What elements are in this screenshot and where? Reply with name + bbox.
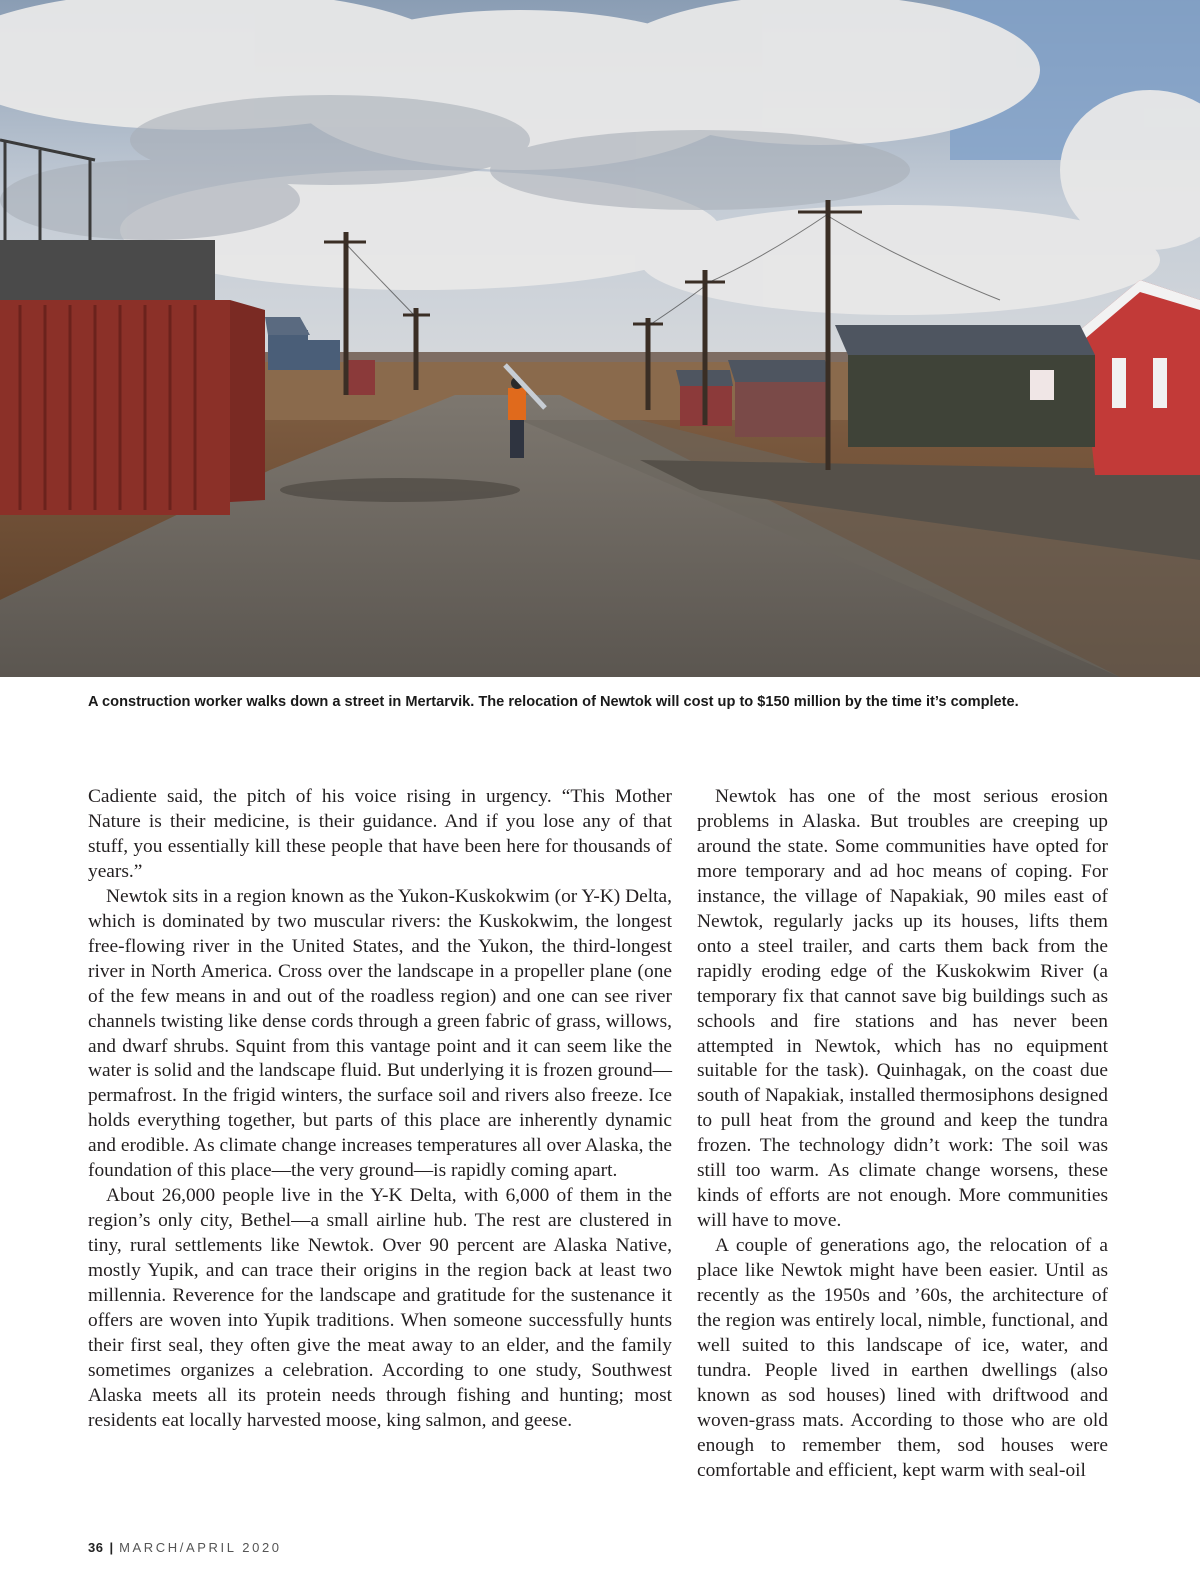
page-number: 36 [88, 1540, 104, 1555]
paragraph: Cadiente said, the pitch of his voice rising in urgency. “This Mother Nature is their medicine, is their guidance. And if you lose any of that stuff, you essentially kill these people that have been here for thousands of years.” [88, 786, 672, 882]
page-footer [88, 1540, 282, 1555]
footer-divider: | [109, 1540, 114, 1555]
header-photo [0, 0, 1200, 677]
paragraph: Newtok has one of the most serious erosion problems in Alaska. But troubles are creeping up around the state. Some communities have opted for more temporary and ad hoc means of coping. For instance, the village of Napakiak, 90 miles east of Newtok, regularly jacks up its houses, lifts them onto a steel trailer, and carts them back from the rapidly eroding edge of the Kuskokwim River (a temporary fix that cannot save big buildings such as schools and fire stations and has never been attempted in Newtok, which has no equipment suitable for the task). Quinhagak, on the coast due south of Napakiak, installed thermosiphons designed to pull heat from the ground and keep the tundra frozen. The technology didn’t work: The soil was still too warm. As climate change worsens, these kinds of efforts are not enough. More communities will have to move. [697, 786, 1108, 1232]
paragraph: Newtok sits in a region known as the Yukon-Kuskokwim (or Y-K) Delta, which is dominated by two muscular rivers: the Kuskokwim, the longest free-flowing river in the United States, and the Yukon, the third-longest river in North America. Cross over the landscape in a propeller plane (one of the few means in and out of the roadless region) and one can see river channels twisting like dense cords through a green fabric of grass, willows, and dwarf shrubs. Squint from this vantage point and it can seem like the water is solid and the landscape fluid. But underlying it is frozen ground—permafrost. In the frigid winters, the surface soil and rivers also freeze. Ice holds everything together, but parts of this place are inherently dynamic and erodible. As climate change increases temperatures all over Alaska, the foundation of this place—the very ground—is rapidly coming apart. [88, 885, 672, 1182]
right-column [697, 785, 1108, 1484]
street-scene-illustration [0, 0, 1200, 677]
paragraph: A couple of generations ago, the relocation of a place like Newtok might have been easier. Until as recently as the 1950s and ’60s, the architecture of the region was entirely local, nimble, functional, and well suited to this landscape of ice, water, and tundra. People lived in earthen dwellings (also known as sod houses) lined with driftwood and woven-grass mats. According to those who are old enough to remember them, sod houses were comfortable and efficient, kept warm with seal-oil [697, 1235, 1108, 1481]
left-column [88, 785, 672, 1434]
paragraph: About 26,000 people live in the Y-K Delta, with 6,000 of them in the region’s only city, Bethel—a small airline hub. The rest are clustered in tiny, rural settlements like Newtok. Over 90 percent are Alaska Native, mostly Yupik, and can trace their origins in the region back at least two millennia. Reverence for the landscape and gratitude for the sustenance it offers are woven into Yupik traditions. When someone successfully hunts their first seal, they often give the meat away to an elder, and the family sometimes organizes a celebration. According to one study, Southwest Alaska meets all its protein needs through fishing and hunting; most residents eat locally harvested moose, king salmon, and geese. [88, 1185, 672, 1431]
issue-date: MARCH/APRIL 2020 [119, 1540, 282, 1555]
photo-caption: A construction worker walks down a street in Mertarvik. The relocation of Newtok will cost up to $150 million by the time it’s complete. [88, 694, 1019, 710]
